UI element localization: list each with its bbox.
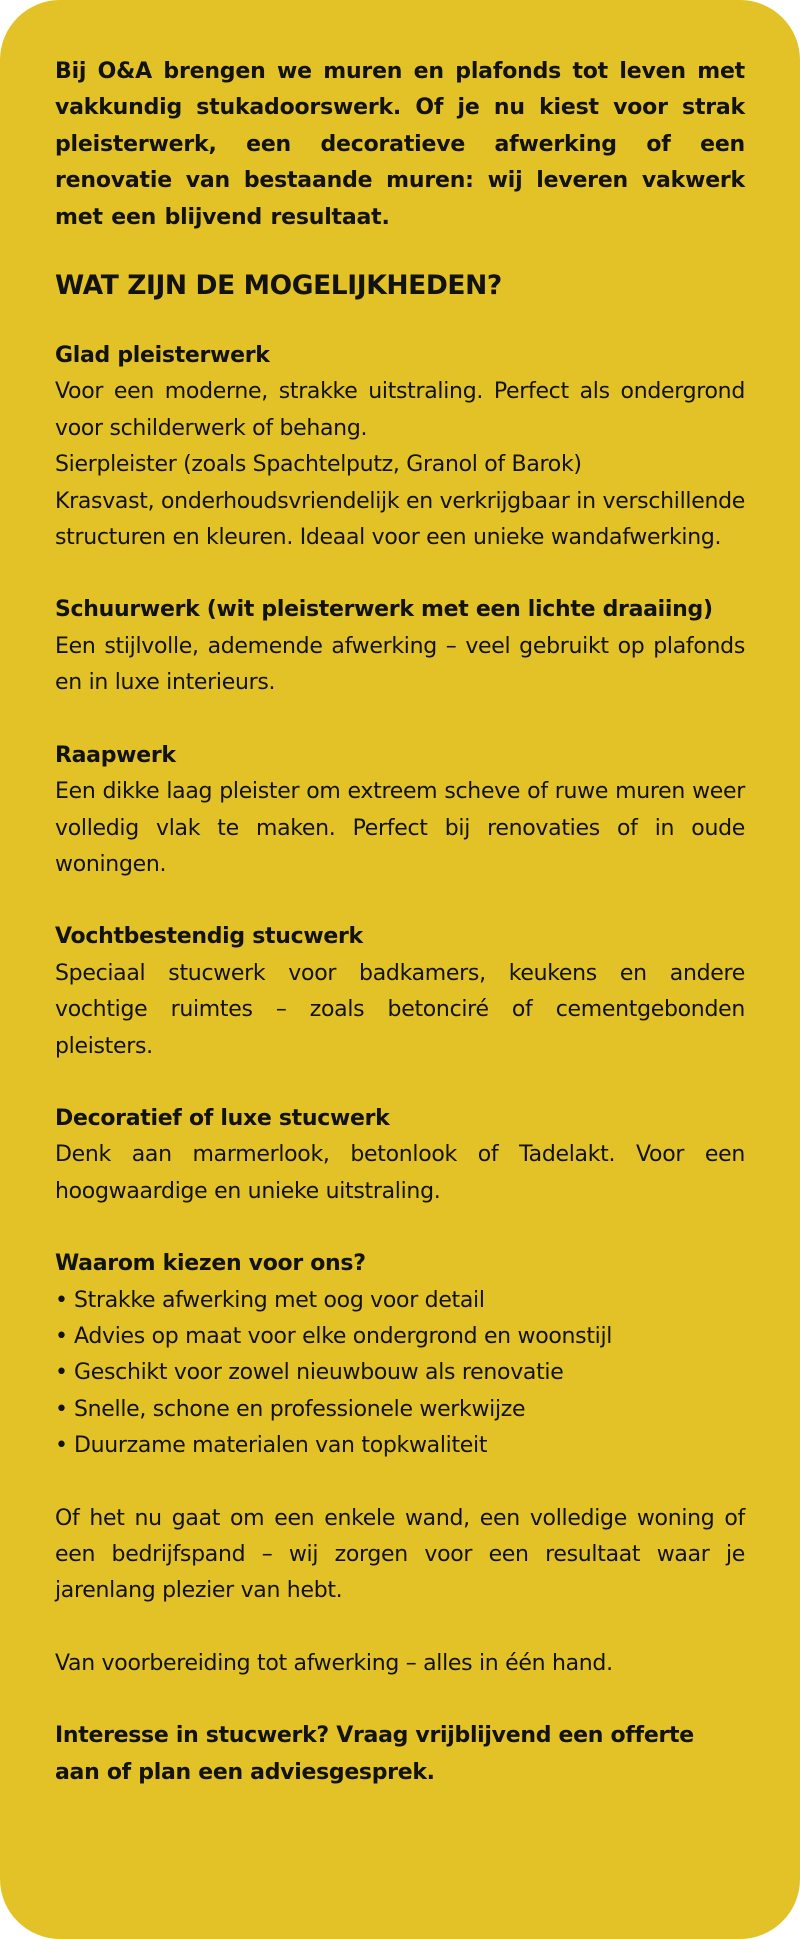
option-description: Een dikke laag pleister om extreem scheve of ruwe muren weer volledig vlak te maken. Perfect bij renovaties of in oude woningen. (55, 779, 745, 877)
option-description: Denk aan marmerlook, betonlook of Tadelakt. Voor een hoogwaardige en unieke uitstraling. (55, 1142, 745, 1204)
option-schuurwerk (55, 592, 745, 701)
list-item (55, 1355, 745, 1391)
option-title: Schuurwerk (wit pleisterwerk met een lichte draaiing) (55, 597, 713, 623)
option-description: Voor een moderne, strakke uitstraling. Perfect als ondergrond voor schilderwerk of behang. (55, 379, 745, 441)
list-item-text: Geschikt voor zowel nieuwbouw als renovatie (74, 1360, 564, 1386)
intro-paragraph: Bij O&A brengen we muren en plafonds tot leven met vakkundig stukadoorswerk. Of je nu kiest voor strak pleisterwerk, een decoratieve afwerking of een renovatie van bestaande muren: wij leveren vakwerk met een blijvend resultaat. (55, 59, 745, 230)
why-us-section (55, 1246, 745, 1464)
bullet-icon: • (55, 1433, 68, 1459)
list-item (55, 1283, 745, 1319)
option-description: Een stijlvolle, ademende afwerking – veel gebruikt op plafonds en in luxe interieurs. (55, 633, 745, 696)
list-item (55, 1319, 745, 1355)
cta-section (55, 1718, 745, 1791)
option-vochtbestendig (55, 919, 745, 1065)
option-decoratief (55, 1101, 745, 1210)
option-glad-pleisterwerk (55, 338, 745, 556)
section-heading: WAT ZIJN DE MOGELIJKHEDEN? (55, 270, 502, 302)
bullet-icon: • (55, 1396, 68, 1422)
why-us-title: Waarom kiezen voor ons? (55, 1251, 366, 1277)
list-item-text: Advies op maat voor elke ondergrond en woonstijl (74, 1323, 613, 1349)
option-description: Speciaal stucwerk voor badkamers, keukens en andere vochtige ruimtes – zoals betonciré of cementgebonden pleisters. (55, 960, 745, 1059)
option-title: Glad pleisterwerk (55, 343, 270, 369)
option-description: Sierpleister (zoals Spachtelputz, Granol of Barok) (55, 452, 582, 478)
closing-paragraph: Of het nu gaat om een enkele wand, een volledige woning of een bedrijfspand – wij zorgen voor een resultaat waar je jarenlang plezier van hebt. (55, 1505, 745, 1604)
list-item (55, 1392, 745, 1428)
bullet-icon: • (55, 1287, 68, 1313)
option-title: Decoratief of luxe stucwerk (55, 1105, 390, 1131)
tagline: Van voorbereiding tot afwerking – alles in één hand. (55, 1650, 613, 1676)
option-title: Raapwerk (55, 742, 176, 768)
list-item (55, 1428, 745, 1464)
why-us-list (55, 1283, 745, 1465)
bullet-icon: • (55, 1323, 68, 1349)
list-item-text: Strakke afwerking met oog voor detail (74, 1287, 485, 1313)
list-item-text: Snelle, schone en professionele werkwijze (74, 1396, 526, 1422)
option-description: Krasvast, onderhoudsvriendelijk en verkrijgbaar in verschillende structuren en kleuren. Ideaal voor een unieke wandafwerking. (55, 488, 745, 551)
option-title: Vochtbestendig stucwerk (55, 924, 363, 950)
closing-section (55, 1501, 745, 1610)
option-raapwerk (55, 738, 745, 884)
bullet-icon: • (55, 1360, 68, 1386)
tagline-section (55, 1646, 745, 1682)
list-item-text: Duurzame materialen van topkwaliteit (74, 1433, 488, 1459)
call-to-action: Interesse in stucwerk? Vraag vrijblijvend een offerte aan of plan een adviesgesprek. (55, 1723, 694, 1785)
